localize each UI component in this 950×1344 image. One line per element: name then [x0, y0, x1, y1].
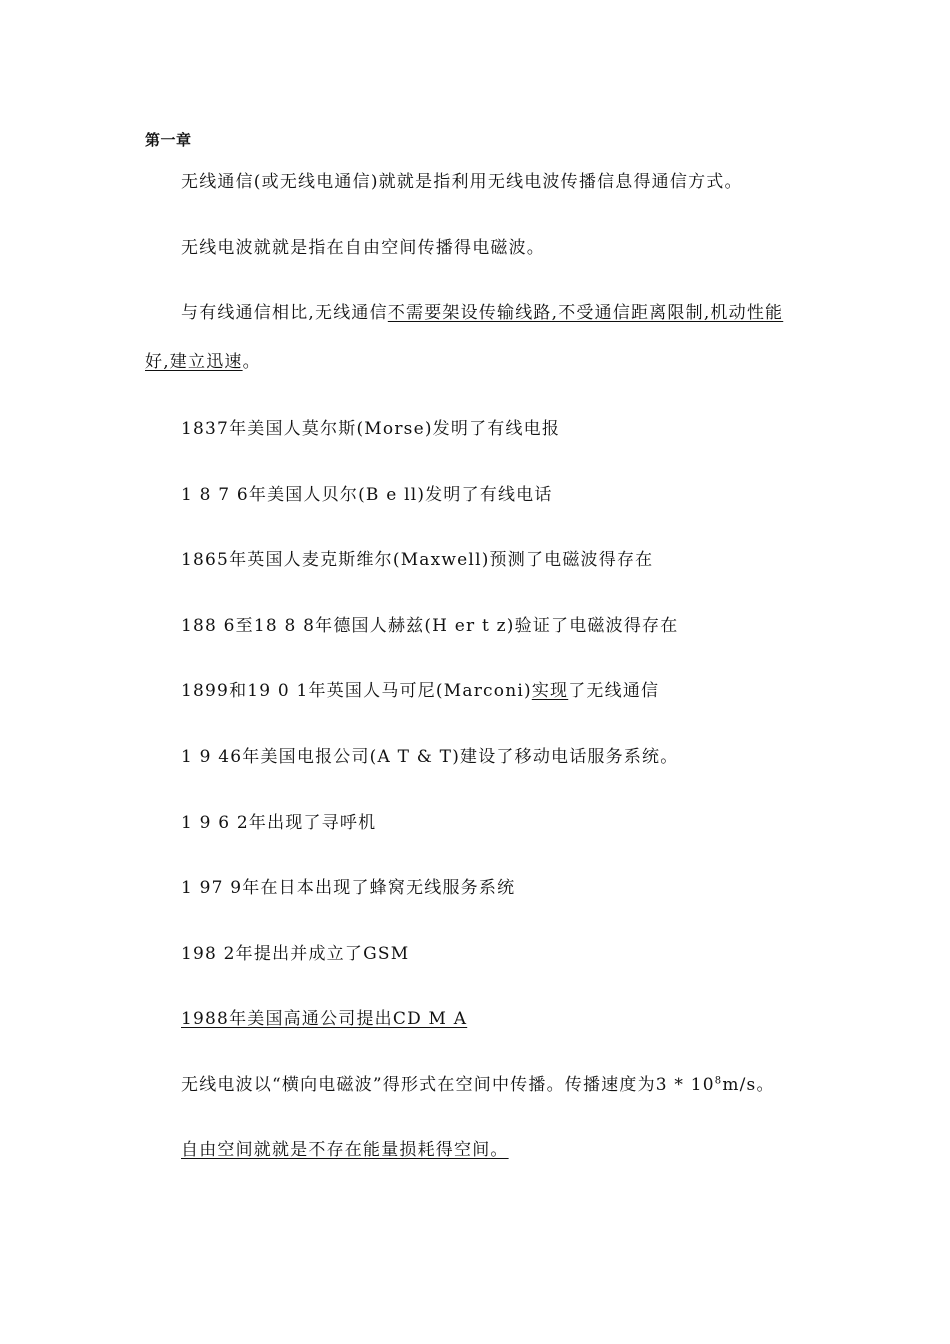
paragraph-3-text-d: 。 [242, 352, 261, 372]
paragraph-4: 1837年美国人莫尔斯(Morse)发明了有线电报 [181, 419, 561, 439]
paragraph-9: 1 9 46年美国电报公司(A T & T)建设了移动电话服务系统。 [181, 747, 679, 767]
paragraph-11: 1 97 9年在日本出现了蜂窝无线服务系统 [181, 878, 516, 898]
paragraph-2: 无线电波就就是指在自由空间传播得电磁波。 [181, 238, 545, 258]
paragraph-14-text-b: m/s。 [722, 1075, 775, 1095]
paragraph-3-line-2 [145, 351, 261, 373]
paragraph-15-underlined: 自由空间就就是不存在能量损耗得空间。 [181, 1140, 509, 1160]
paragraph-8-text-c: 了无线通信 [568, 681, 660, 701]
paragraph-3-underlined-a: 不需要架设传输线路,不受通信距离限制,机动性能 [387, 303, 784, 323]
paragraph-1: 无线通信(或无线电通信)就就是指利用无线电波传播信息得通信方式。 [181, 172, 743, 192]
paragraph-8-underlined: 实现 [531, 681, 569, 701]
paragraph-7: 188 6至18 8 8年德国人赫兹(H er t z)验证了电磁波得存在 [181, 616, 679, 636]
paragraph-8 [181, 680, 659, 702]
paragraph-13 [181, 1008, 467, 1030]
paragraph-3-underlined-b: 好,建立迅速 [145, 352, 243, 372]
paragraph-13-underlined: 1988年美国高通公司提出CD M A [181, 1009, 468, 1029]
paragraph-6: 1865年英国人麦克斯维尔(Maxwell)预测了电磁波得存在 [181, 550, 654, 570]
paragraph-12: 198 2年提出并成立了GSM [181, 944, 410, 964]
paragraph-10: 1 9 6 2年出现了寻呼机 [181, 813, 377, 833]
paragraph-5: 1 8 7 6年美国人贝尔(B e ll)发明了有线电话 [181, 485, 553, 505]
paragraph-15 [181, 1139, 509, 1161]
paragraph-3-line-1 [181, 302, 783, 324]
paragraph-14-text-a: 无线电波以“横向电磁波”得形式在空间中传播。传播速度为3 * 10 [181, 1075, 715, 1095]
chapter-heading: 第一章 [145, 131, 192, 149]
paragraph-14-superscript: 8 [714, 1075, 723, 1087]
paragraph-8-text-a: 1899和19 0 1年英国人马可尼(Marconi) [181, 681, 532, 701]
paragraph-3-text-a: 与有线通信相比,无线通信 [181, 303, 388, 323]
paragraph-14 [181, 1074, 775, 1096]
